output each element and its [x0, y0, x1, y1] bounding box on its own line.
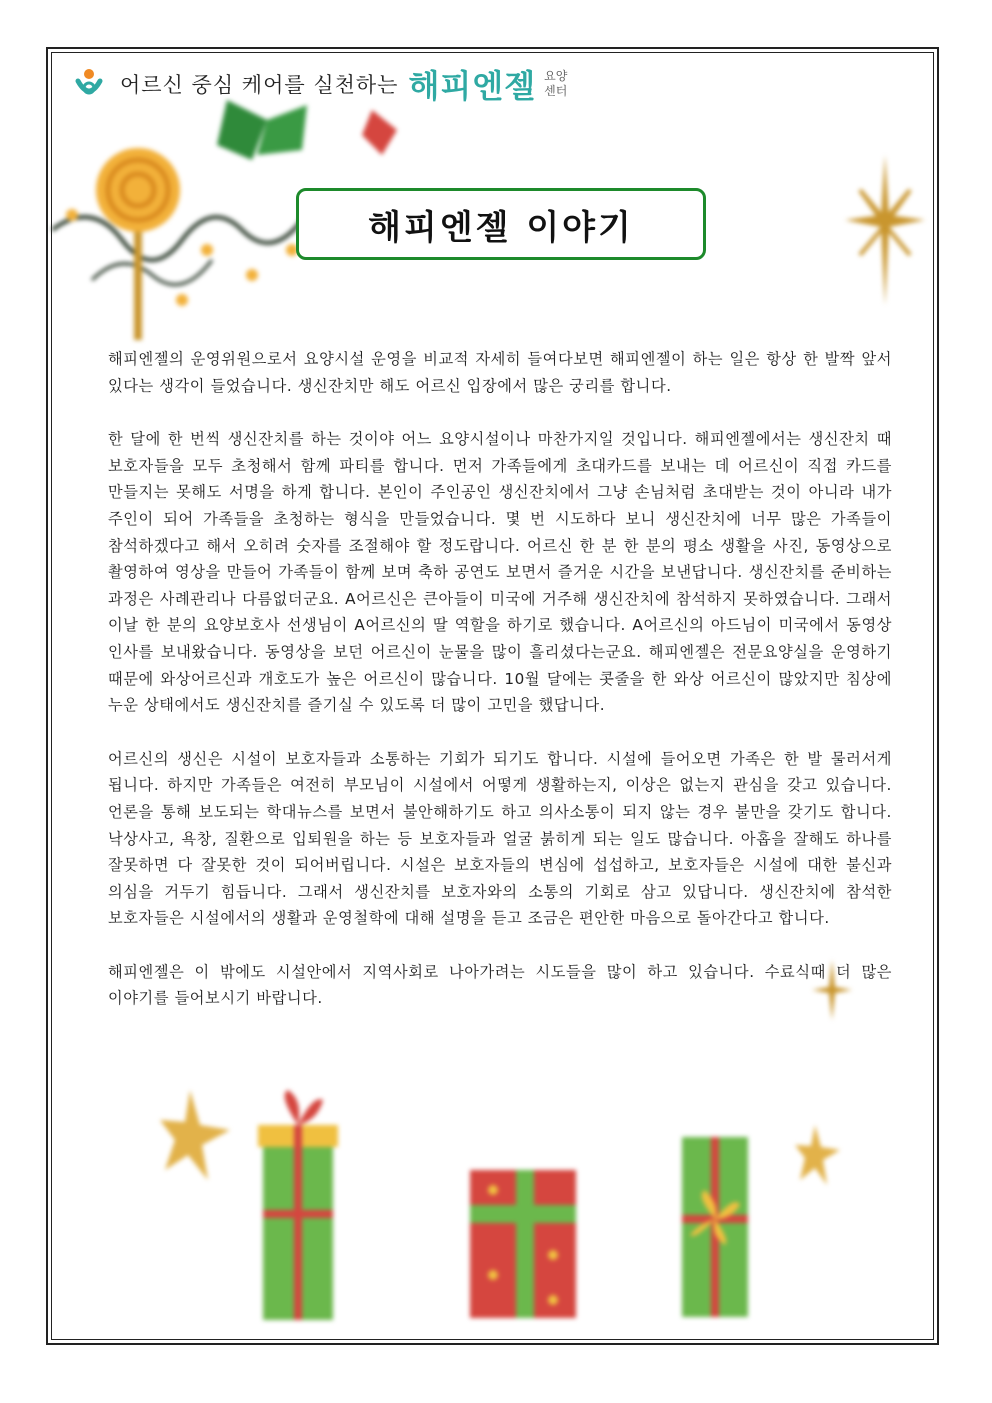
red-gift-box-icon [468, 1165, 578, 1320]
sparkle-star-icon [845, 155, 925, 305]
angel-logo-icon [72, 67, 106, 101]
header-slogan: 어르신 중심 케어를 실천하는 [120, 73, 399, 97]
brand-subtitle [544, 69, 567, 99]
brand-name: 해피엔젤 [408, 67, 537, 105]
center-logo [72, 67, 106, 101]
title-box [296, 188, 706, 260]
holly-leaf-icon [217, 100, 397, 160]
star-icon [160, 1090, 230, 1180]
paragraph-4: 해피엔젤은 이 밖에도 시설안에서 지역사회로 나아가려는 시도들을 많이 하고 있습니다. 수료식때 더 많은 이야기를 들어보시기 바랍니다. [108, 962, 892, 1008]
article-body [108, 346, 892, 1039]
lollipop-icon [96, 148, 180, 340]
brand-sub-line-1: 요양 [544, 69, 568, 83]
green-gift-box-icon [680, 1135, 750, 1320]
gift-box-icon [258, 1090, 338, 1325]
paragraph-2: 한 달에 한 번씩 생신잔치를 하는 것이야 어느 요양시설이나 마찬가지일 것입니다. 해피엔젤에서는 생신잔치 때 보호자들을 모두 초청해서 함께 파티를 합니다. 먼저 가족들에게 초대카드를 보내는 데 어르신이 직접 카드를 만들지는 못해도 서명을 하게 합니다. 본인이 주인공인 생신잔치에서 그냥 손님처럼 초대받는 것이 아니라 내가 주인이 되어 가족들을 초청하는 형식을 만들었습니다. 몇 번 시도하다 보니 생신잔치에 너무 많은 가족들이 참석하겠다고 해서 오히려 숫자를 조절해야 할 정도랍니다. 어르신 한 분 한 분의 평소 생활을 사진, 동영상으로 촬영하여 영상을 만들어 가족들이 함께 보며 축하 공연도 보면서 즐거운 시간을 보낸답니다. 생신잔치를 준비하는 과정은 사례관리나 다름없더군요. A어르신은 큰아들이 미국에 거주해 생신잔치에 참석하지 못하였습니다. 그래서 이날 한 분의 요양보호사 선생님이 A어르신의 딸 역할을 하기로 했습니다. A어르신의 아드님이 미국에서 동영상 인사를 보내왔습니다. 동영상을 보던 어르신이 눈물을 많이 흘리셨다는군요. 해피엔젤은 전문요양실을 운영하기 때문에 와상어르신과 개호도가 높은 어르신이 많습니다. 10월 달에는 콧줄을 한 와상 어르신이 많았지만 침상에 누운 상태에서도 생신잔치를 즐기실 수 있도록 더 많이 고민을 했답니다. [108, 430, 892, 715]
small-star-icon [795, 1125, 840, 1185]
page-title: 해피엔젤 이야기 [368, 207, 634, 248]
paragraph-1: 해피엔젤의 운영위원으로서 요양시설 운영을 비교적 자세히 들여다보면 해피엔젤이 하는 일은 항상 한 발짝 앞서 있다는 생각이 들었습니다. 생신잔치만 해도 어르신 입장에서 많은 궁리를 합니다. [108, 350, 892, 395]
paragraph-3: 어르신의 생신은 시설이 보호자들과 소통하는 기회가 되기도 합니다. 시설에 들어오면 가족은 한 발 물러서게 됩니다. 하지만 가족들은 여전히 부모님이 시설에서 어떻게 생활하는지, 이상은 없는지 관심을 갖고 있습니다. 언론을 통해 보도되는 학대뉴스를 보면서 불안해하기도 하고 의사소통이 되지 않는 경우 불만을 갖기도 합니다. 낙상사고, 욕창, 질환으로 입퇴원을 하는 등 보호자들과 얼굴 붉히게 되는 일도 많습니다. 아홉을 잘해도 하나를 잘못하면 다 잘못한 것이 되어버립니다. 시설은 보호자들의 변심에 섭섭하고, 보호자들은 시설에 대한 불신과 의심을 거두기 힘듭니다. 그래서 생신잔치를 보호자와의 소통의 기회로 삼고 있답니다. 생신잔치에 참석한 보호자들은 시설에서의 생활과 운영철학에 대해 설명을 듣고 조금은 편안한 마음으로 돌아간다고 합니다. [108, 749, 892, 928]
brand-sub-line-2: 센터 [544, 84, 568, 98]
